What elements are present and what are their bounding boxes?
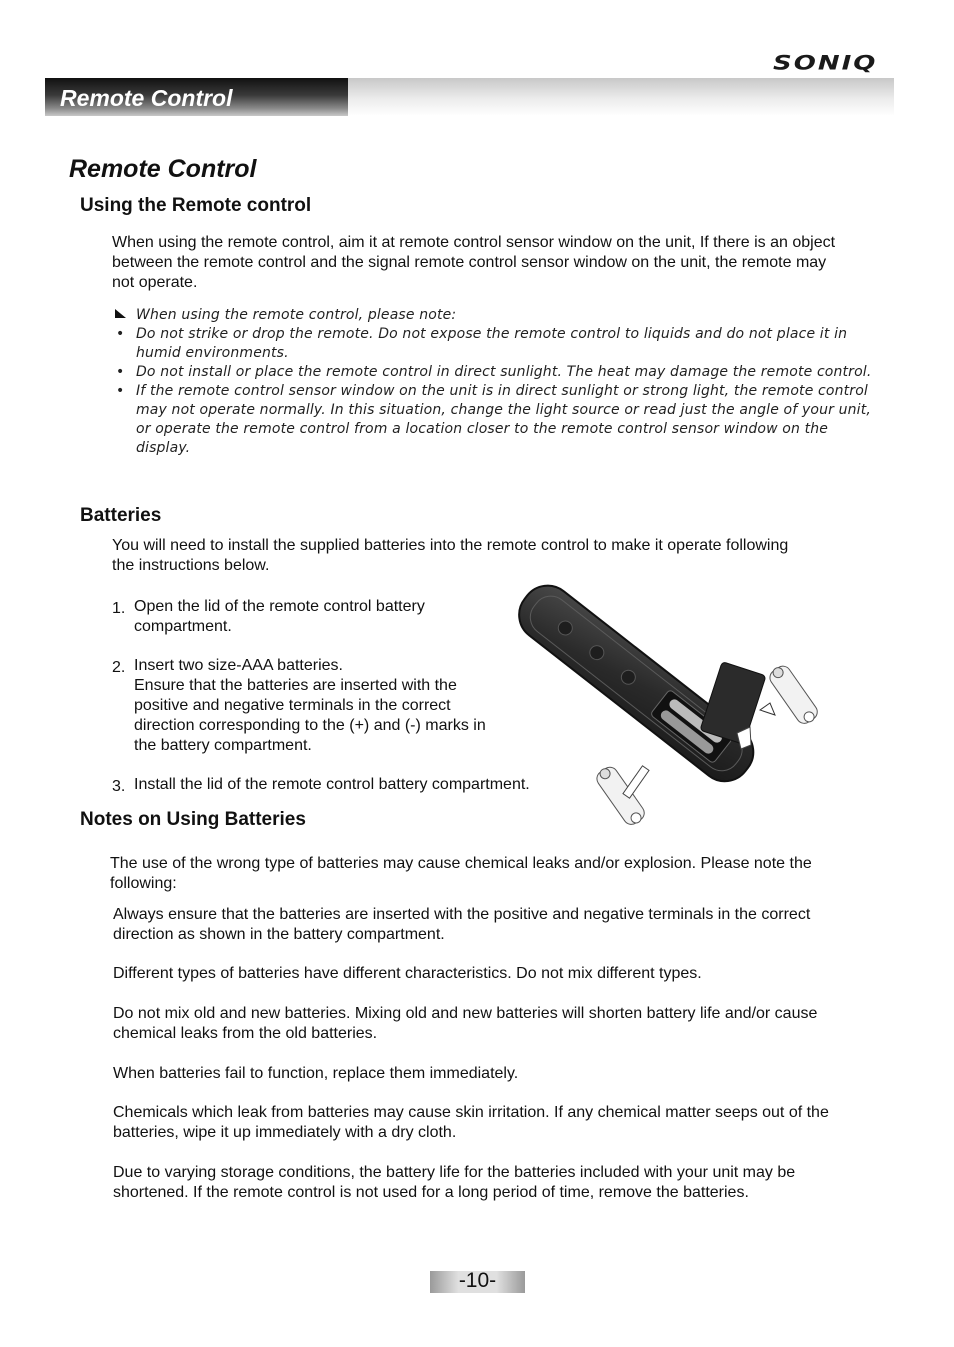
notes-paragraph: When batteries fail to function, replace them immediately.	[113, 1065, 519, 1082]
battery-lid	[700, 662, 775, 745]
notes-paragraph: Always ensure that the batteries are inserted with the positive and negative terminals in the correct direction as shown in the battery compartment.	[113, 906, 811, 943]
note-heading-text: When using the remote control, please note:	[136, 307, 457, 323]
step-text: Install the lid of the remote control battery compartment.	[134, 776, 530, 793]
notes-paragraph: Do not mix old and new batteries. Mixing old and new batteries will shorten battery life and/or cause chemical leaks from the old batteries.	[113, 1005, 818, 1042]
remote-notes	[114, 306, 884, 458]
brand-logo: SONIQ	[773, 52, 878, 75]
step-text: Insert two size-AAA batteries.	[134, 657, 343, 674]
battery-top	[766, 662, 821, 727]
note-heading	[114, 306, 884, 325]
step-item	[112, 656, 512, 756]
step-number: 2.	[112, 659, 126, 676]
step-detail: Ensure that the batteries are inserted with the positive and negative terminals in the correct direction corresponding to the (+) and (-) marks in the battery compartment.	[134, 677, 486, 754]
list-item: • If the remote control sensor window on the unit is in direct sunlight or strong light, the remote control may not operate normally. In this situation, change the light source or read just the angle of your unit, or operate the remote control from a location closer to the remote control sensor window on the display.	[114, 382, 884, 458]
notes-list	[114, 325, 884, 458]
batteries-heading: Batteries	[80, 505, 162, 526]
notes-paragraph: Chemicals which leak from batteries may cause skin irritation. If any chemical matter seeps out of the batteries, wipe it up immediately with a dry cloth.	[113, 1104, 829, 1141]
notes-batteries-heading: Notes on Using Batteries	[80, 809, 306, 830]
notes-paragraph: Due to varying storage conditions, the battery life for the batteries included with your unit may be shortened. If the remote control is not used for a long period of time, remove the batteries.	[113, 1164, 796, 1201]
remote-battery-illustration	[505, 575, 835, 825]
header-section-title: Remote Control	[60, 85, 233, 111]
page-number: -10-	[458, 1269, 497, 1292]
list-item: • Do not install or place the remote control in direct sunlight. The heat may damage the remote control.	[114, 363, 884, 382]
note-triangle-icon	[115, 309, 126, 318]
notes-batteries-intro: The use of the wrong type of batteries may cause chemical leaks and/or explosion. Please note the following:	[110, 855, 812, 892]
step-item	[112, 597, 512, 637]
step-number: 3.	[112, 778, 126, 795]
step-text: Open the lid of the remote control battery compartment.	[134, 598, 425, 635]
batteries-intro: You will need to install the supplied batteries into the remote control to make it operate following the instructions below.	[112, 537, 789, 574]
using-remote-intro: When using the remote control, aim it at remote control sensor window on the unit, If there is an object between the remote control and the signal remote control sensor window on the unit, the remote may not operate.	[112, 234, 836, 291]
using-remote-heading: Using the Remote control	[80, 195, 312, 216]
battery-steps	[112, 597, 530, 795]
list-item: • Do not strike or drop the remote. Do not expose the remote control to liquids and do not place it in humid environments.	[114, 325, 884, 363]
step-number: 1.	[112, 600, 126, 617]
page-title: Remote Control	[69, 155, 257, 183]
notes-paragraph: Different types of batteries have different characteristics. Do not mix different types.	[113, 965, 702, 982]
